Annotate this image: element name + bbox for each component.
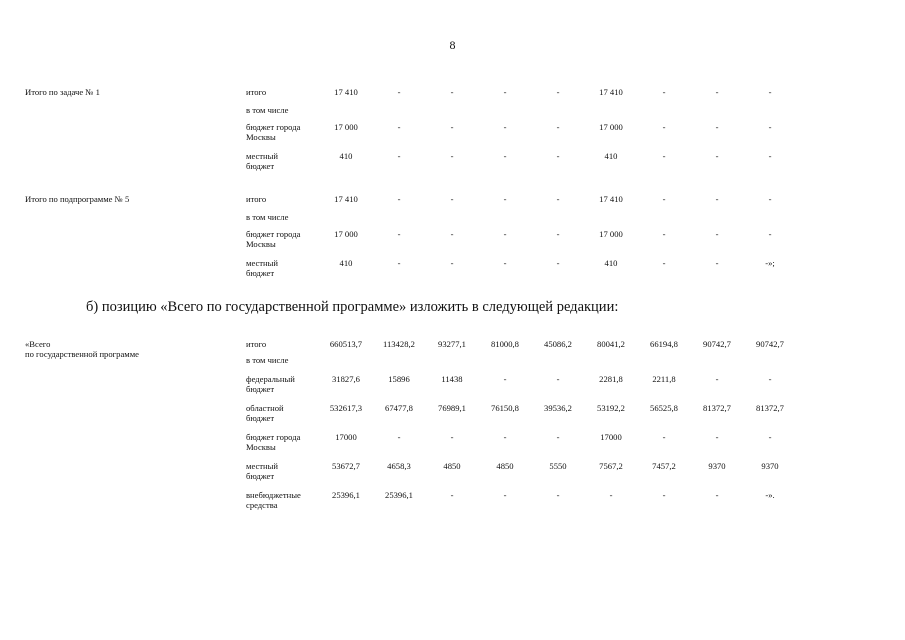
value-cell: - bbox=[450, 229, 454, 239]
funding-category: итого bbox=[246, 87, 267, 97]
row-group-label: Итого по задаче № 1 bbox=[25, 87, 100, 97]
section-heading: б) позицию «Всего по государственной программе» изложить в следующей редакции: bbox=[86, 299, 619, 315]
value-cell: 4658,3 bbox=[387, 461, 411, 471]
value-cell: - bbox=[662, 229, 666, 239]
value-cell: 67477,8 bbox=[385, 403, 413, 413]
value-cell: 17 000 bbox=[334, 122, 358, 132]
value-cell: 9370 bbox=[761, 461, 779, 471]
value-cell: 31827,6 bbox=[332, 374, 360, 384]
value-cell: 7457,2 bbox=[652, 461, 676, 471]
value-cell: - bbox=[397, 432, 401, 442]
value-cell: 81372,7 bbox=[756, 403, 784, 413]
value-cell: 17 000 bbox=[599, 122, 623, 132]
value-cell: - bbox=[556, 258, 560, 268]
value-cell: - bbox=[662, 122, 666, 132]
value-cell: - bbox=[503, 194, 507, 204]
value-cell: - bbox=[715, 258, 719, 268]
value-cell: - bbox=[715, 87, 719, 97]
value-cell: 2211,8 bbox=[652, 374, 676, 384]
value-cell: 39536,2 bbox=[544, 403, 572, 413]
funding-category: итого bbox=[246, 339, 267, 349]
value-cell: 113428,2 bbox=[383, 339, 415, 349]
value-cell: - bbox=[715, 229, 719, 239]
value-cell: 17 000 bbox=[599, 229, 623, 239]
value-cell: - bbox=[503, 122, 507, 132]
value-cell: 81000,8 bbox=[491, 339, 519, 349]
value-cell: 5550 bbox=[549, 461, 567, 471]
value-cell: - bbox=[450, 122, 454, 132]
funding-category: итого bbox=[246, 194, 267, 204]
value-cell: - bbox=[397, 258, 401, 268]
value-cell: 53672,7 bbox=[332, 461, 360, 471]
value-cell: - bbox=[503, 432, 507, 442]
value-cell: - bbox=[662, 151, 666, 161]
value-cell: 17000 bbox=[335, 432, 357, 442]
value-cell: - bbox=[768, 151, 772, 161]
value-cell: - bbox=[397, 229, 401, 239]
funding-category: местный бюджет bbox=[246, 461, 279, 481]
value-cell: - bbox=[450, 490, 454, 500]
value-cell: - bbox=[397, 87, 401, 97]
row-group-label: Итого по подпрограмме № 5 bbox=[25, 194, 130, 204]
value-cell: 410 bbox=[604, 258, 618, 268]
value-cell: - bbox=[662, 258, 666, 268]
value-cell: - bbox=[556, 432, 560, 442]
value-cell: 25396,1 bbox=[332, 490, 360, 500]
row-group-label: «Всего по государственной программе bbox=[25, 339, 139, 359]
value-cell: 410 bbox=[604, 151, 618, 161]
value-cell: - bbox=[609, 490, 613, 500]
value-cell: 410 bbox=[339, 151, 353, 161]
value-cell: 660513,7 bbox=[329, 339, 363, 349]
value-cell: 17000 bbox=[600, 432, 622, 442]
value-cell: 45086,2 bbox=[544, 339, 572, 349]
value-cell: 76989,1 bbox=[438, 403, 466, 413]
value-cell: - bbox=[768, 122, 772, 132]
value-cell: - bbox=[768, 194, 772, 204]
value-cell: - bbox=[662, 432, 666, 442]
task-1-total-block bbox=[0, 87, 905, 177]
value-cell: 17 000 bbox=[334, 229, 358, 239]
value-cell: 25396,1 bbox=[385, 490, 413, 500]
value-cell: 53192,2 bbox=[597, 403, 625, 413]
value-cell: - bbox=[556, 490, 560, 500]
funding-category: бюджет города Москвы bbox=[246, 122, 301, 142]
value-cell: 11438 bbox=[441, 374, 463, 384]
value-cell: - bbox=[662, 194, 666, 204]
value-cell: - bbox=[768, 432, 772, 442]
funding-category: в том числе bbox=[246, 105, 289, 115]
funding-category: областной бюджет bbox=[246, 403, 284, 423]
value-cell: - bbox=[397, 194, 401, 204]
value-cell: - bbox=[397, 151, 401, 161]
value-cell: - bbox=[503, 374, 507, 384]
value-cell: - bbox=[715, 490, 719, 500]
value-cell: 4850 bbox=[443, 461, 461, 471]
value-cell: 17 410 bbox=[334, 194, 358, 204]
funding-category: внебюджетные средства bbox=[246, 490, 301, 510]
funding-category: в том числе bbox=[246, 355, 289, 365]
funding-category: местный бюджет bbox=[246, 258, 279, 278]
value-cell: - bbox=[556, 122, 560, 132]
program-total-block bbox=[0, 339, 905, 519]
value-cell: 17 410 bbox=[599, 87, 623, 97]
value-cell: -»; bbox=[765, 258, 775, 268]
value-cell: - bbox=[715, 151, 719, 161]
value-cell: - bbox=[503, 258, 507, 268]
value-cell: 93277,1 bbox=[438, 339, 466, 349]
value-cell: - bbox=[450, 87, 454, 97]
value-cell: 76150,8 bbox=[491, 403, 519, 413]
value-cell: 2281,8 bbox=[599, 374, 623, 384]
value-cell: - bbox=[556, 229, 560, 239]
value-cell: - bbox=[662, 87, 666, 97]
value-cell: - bbox=[397, 122, 401, 132]
value-cell: - bbox=[503, 229, 507, 239]
value-cell: 9370 bbox=[708, 461, 726, 471]
value-cell: - bbox=[662, 490, 666, 500]
value-cell: 410 bbox=[339, 258, 353, 268]
value-cell: 17 410 bbox=[334, 87, 358, 97]
value-cell: - bbox=[556, 374, 560, 384]
value-cell: - bbox=[768, 229, 772, 239]
subprogram-5-total-block bbox=[0, 194, 905, 284]
funding-category: в том числе bbox=[246, 212, 289, 222]
value-cell: - bbox=[503, 151, 507, 161]
value-cell: - bbox=[556, 151, 560, 161]
value-cell: - bbox=[503, 87, 507, 97]
value-cell: 90742,7 bbox=[756, 339, 784, 349]
funding-category: бюджет города Москвы bbox=[246, 432, 301, 452]
funding-category: местный бюджет bbox=[246, 151, 279, 171]
value-cell: - bbox=[768, 374, 772, 384]
value-cell: 532617,3 bbox=[329, 403, 363, 413]
value-cell: - bbox=[715, 194, 719, 204]
page-number: 8 bbox=[449, 38, 456, 52]
value-cell: 17 410 bbox=[599, 194, 623, 204]
value-cell: - bbox=[450, 432, 454, 442]
value-cell: - bbox=[715, 122, 719, 132]
value-cell: 56525,8 bbox=[650, 403, 678, 413]
value-cell: - bbox=[450, 194, 454, 204]
funding-category: федеральный бюджет bbox=[246, 374, 295, 394]
value-cell: 66194,8 bbox=[650, 339, 678, 349]
value-cell: - bbox=[715, 374, 719, 384]
value-cell: - bbox=[768, 87, 772, 97]
value-cell: 90742,7 bbox=[703, 339, 731, 349]
funding-category: бюджет города Москвы bbox=[246, 229, 301, 249]
value-cell: 80041,2 bbox=[597, 339, 625, 349]
value-cell: - bbox=[450, 258, 454, 268]
value-cell: -». bbox=[765, 490, 775, 500]
value-cell: - bbox=[503, 490, 507, 500]
value-cell: 15896 bbox=[388, 374, 410, 384]
value-cell: 4850 bbox=[496, 461, 514, 471]
value-cell: 81372,7 bbox=[703, 403, 731, 413]
value-cell: - bbox=[450, 151, 454, 161]
value-cell: - bbox=[556, 87, 560, 97]
value-cell: - bbox=[556, 194, 560, 204]
value-cell: 7567,2 bbox=[599, 461, 623, 471]
value-cell: - bbox=[715, 432, 719, 442]
